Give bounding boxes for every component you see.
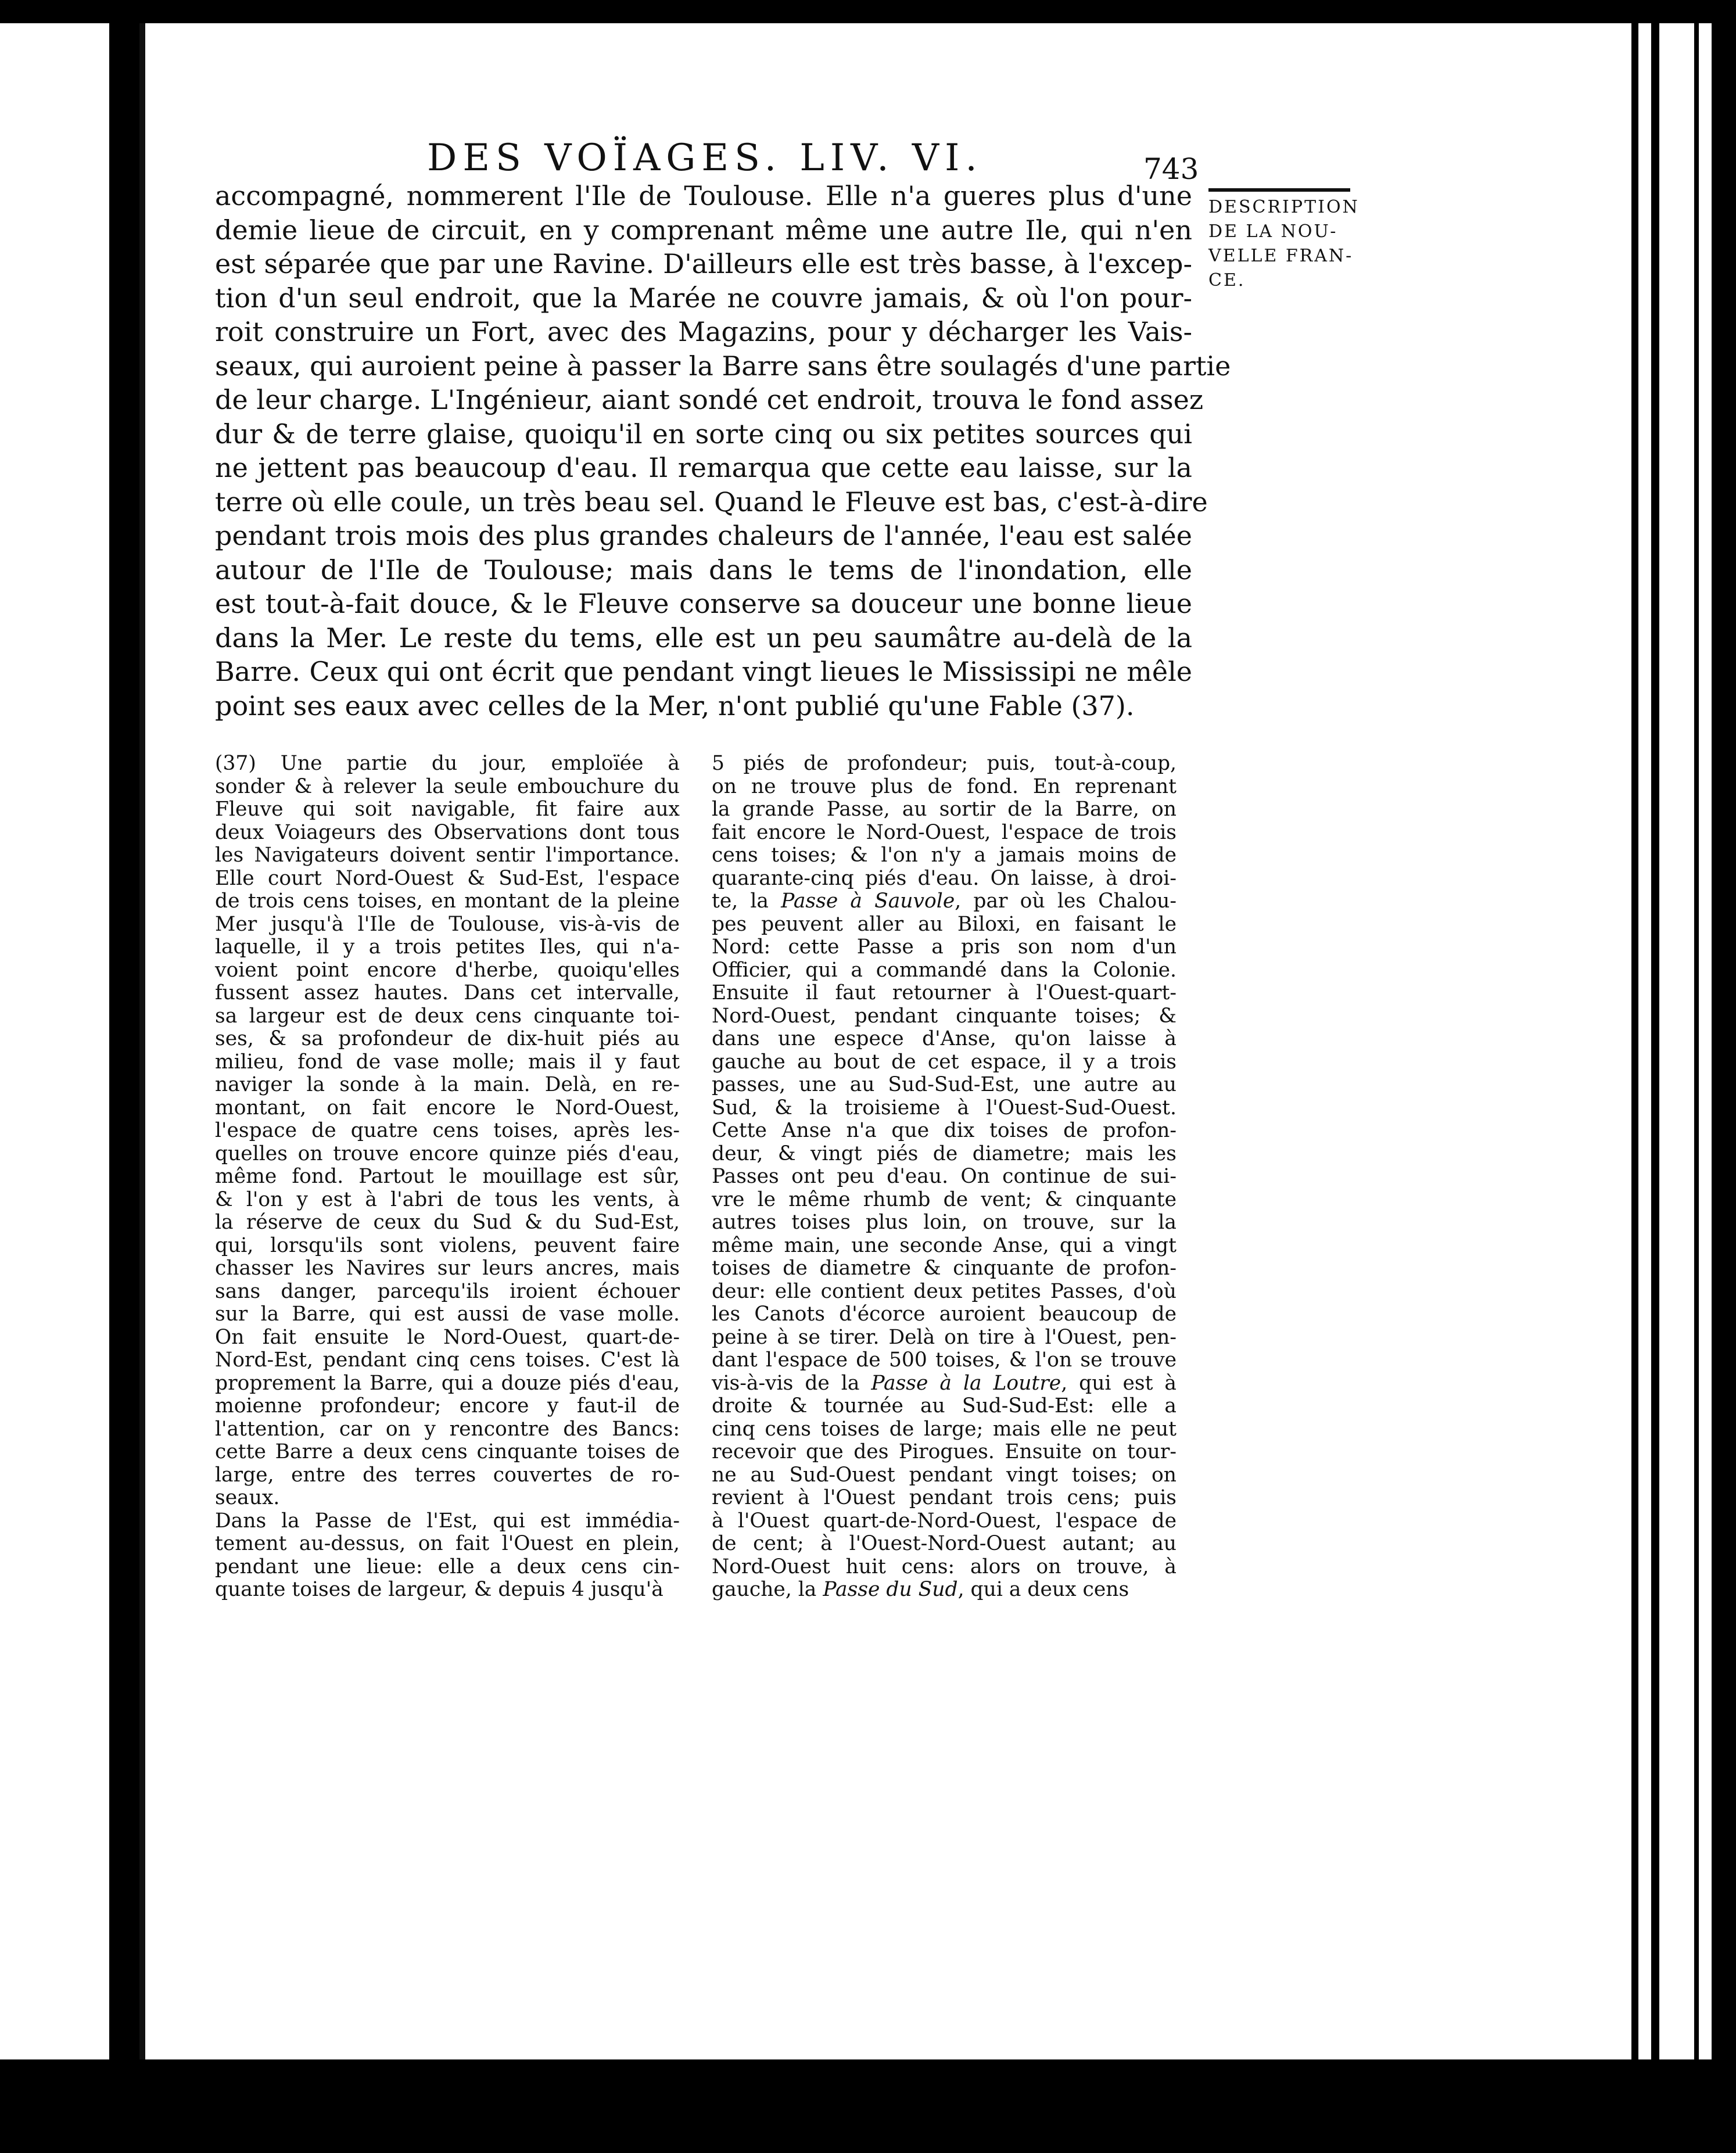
- text-line: terre où elle coule, un très beau sel. Quand le Fleuve est bas, c'est-à-dire: [215, 486, 1208, 518]
- footnote-line: sonder & à relever la seule embouchure du: [215, 774, 680, 798]
- italic-term: Passe à Sauvole: [781, 889, 955, 913]
- footnote-line: toises de diametre & cinquante de profon-: [712, 1257, 1177, 1280]
- italic-term: Passe à la Loutre: [871, 1371, 1061, 1395]
- footnote-line: laquelle, il y a trois petites Iles, qui n'a-: [215, 935, 680, 959]
- footnote-line: large, entre des terres couvertes de ro-: [215, 1463, 680, 1487]
- footnote-line: Passes ont peu d'eau. On continue de sui-: [712, 1165, 1177, 1188]
- footnote-line: quante toises de largeur, & depuis 4 jusqu'à: [215, 1578, 663, 1601]
- footnote-line: Nord-Ouest, pendant cinquante toises; &: [712, 1004, 1177, 1028]
- footnote-line: sur la Barre, qui est aussi de vase molle.: [215, 1302, 680, 1326]
- footnote-line: sans danger, parcequ'ils iroient échouer: [215, 1279, 680, 1303]
- margin-note: [1208, 195, 1360, 293]
- footnote-line: vis-à-vis de la Passe à la Loutre, qui est à: [712, 1371, 1177, 1395]
- page-edge: [1659, 23, 1694, 2059]
- footnote-line: Mer jusqu'à l'Ile de Toulouse, vis-à-vis de: [215, 912, 680, 936]
- footnote-line: Dans la Passe de l'Est, qui est immédia-: [215, 1509, 680, 1533]
- footnote-line: Cette Anse n'a que dix toises de profon-: [712, 1119, 1177, 1142]
- footnote-line: Elle court Nord-Ouest & Sud-Est, l'espace: [215, 866, 680, 890]
- footnote-line: gauche, la Passe du Sud, qui a deux cens: [712, 1578, 1129, 1601]
- margin-note-line: DE LA NOU-: [1208, 221, 1338, 242]
- footnote-line: Nord-Ouest huit cens: alors on trouve, à: [712, 1555, 1177, 1578]
- text-line: point ses eaux avec celles de la Mer, n'ont publié qu'une Fable (37).: [215, 690, 1135, 722]
- footnote-line: ses, & sa profondeur de dix-huit piés au: [215, 1027, 680, 1050]
- footnote-line: cette Barre a deux cens cinquante toises de: [215, 1440, 680, 1463]
- footnote-line: quelles on trouve encore quinze piés d'eau,: [215, 1142, 680, 1165]
- footnote-line: te, la Passe à Sauvole, par où les Chalou-: [712, 889, 1177, 913]
- footnote-line: dant l'espace de 500 toises, & l'on se trouve: [712, 1348, 1177, 1372]
- margin-note-line: VELLE FRAN-: [1208, 246, 1354, 266]
- footnote-line: gauche au bout de cet espace, il y a trois: [712, 1050, 1177, 1074]
- italic-term: Passe du Sud: [823, 1578, 958, 1601]
- main-paragraph: [215, 179, 1231, 723]
- page-edge: [1638, 23, 1651, 2059]
- footnote-line: sa largeur est de deux cens cinquante toi-: [215, 1004, 680, 1028]
- footnote-line: Officier, qui a commandé dans la Colonie.: [712, 958, 1177, 982]
- footnote-line: fussent assez hautes. Dans cet intervalle,: [215, 981, 680, 1004]
- footnote-line: On fait ensuite le Nord-Ouest, quart-de-: [215, 1325, 680, 1349]
- previous-page-edge: [0, 23, 109, 2059]
- footnote-line: recevoir que des Pirogues. Ensuite on tour-: [712, 1440, 1177, 1463]
- footnote-line: Nord: cette Passe a pris son nom d'un: [712, 935, 1177, 959]
- running-title: DES VOÏAGES. LIV. VI.: [427, 137, 983, 180]
- text-line: demie lieue de circuit, en y comprenant même une autre Ile, qui n'en: [215, 214, 1192, 246]
- footnote-line: dans une espece d'Anse, qu'on laisse à: [712, 1027, 1177, 1050]
- footnote-line: seaux.: [215, 1486, 280, 1509]
- footnote-line: tement au-dessus, on fait l'Ouest en plein,: [215, 1532, 680, 1555]
- footnote-line: Fleuve qui soit navigable, fit faire aux: [215, 798, 680, 821]
- page-number: 743: [1143, 152, 1199, 186]
- footnote-right-column: [712, 752, 1177, 1602]
- margin-note-line: CE.: [1208, 270, 1246, 290]
- footnote-line: 5 piés de profondeur; puis, tout-à-coup,: [712, 752, 1177, 775]
- text-line: roit construire un Fort, avec des Magazins, pour y décharger les Vais-: [215, 316, 1192, 347]
- text-line: de leur charge. L'Ingénieur, aiant sondé cet endroit, trouva le fond assez: [215, 384, 1204, 415]
- footnote-line: la grande Passe, au sortir de la Barre, on: [712, 798, 1177, 821]
- text-line: seaux, qui auroient peine à passer la Barre sans être soulagés d'une partie: [215, 350, 1231, 382]
- footnote-line: cens toises; & l'on n'y a jamais moins de: [712, 844, 1177, 867]
- footnote-line: même main, une seconde Anse, qui a vingt: [712, 1233, 1177, 1257]
- footnote-line: revient à l'Ouest pendant trois cens; puis: [712, 1486, 1177, 1509]
- margin-rule: [1208, 188, 1350, 192]
- footnote-line: peine à se tirer. Delà on tire à l'Ouest, pen-: [712, 1325, 1177, 1349]
- footnote-line: droite & tournée au Sud-Sud-Est: elle a: [712, 1394, 1177, 1418]
- footnote-line: Sud, & la troisieme à l'Ouest-Sud-Ouest.: [712, 1096, 1177, 1119]
- footnote-line: deux Voiageurs des Observations dont tous: [215, 820, 680, 844]
- footnote-line: milieu, fond de vase molle; mais il y faut: [215, 1050, 680, 1074]
- footnote-line: (37) Une partie du jour, emploïée à: [215, 752, 680, 775]
- footnote-line: proprement la Barre, qui a douze piés d'eau,: [215, 1371, 680, 1395]
- text-line: Barre. Ceux qui ont écrit que pendant vingt lieues le Mississipi ne mêle: [215, 656, 1192, 687]
- footnote-line: ne au Sud-Ouest pendant vingt toises; on: [712, 1463, 1177, 1487]
- footnote-line: à l'Ouest quart-de-Nord-Ouest, l'espace de: [712, 1509, 1177, 1533]
- footnote-line: les Canots d'écorce auroient beaucoup de: [712, 1302, 1177, 1326]
- footnote-line: fait encore le Nord-Ouest, l'espace de trois: [712, 820, 1177, 844]
- margin-note-line: DESCRIPTION: [1208, 197, 1360, 217]
- footnote-line: quarante-cinq piés d'eau. On laisse, à droi-: [712, 866, 1177, 890]
- footnote-line: voient point encore d'herbe, quoiqu'elles: [215, 958, 680, 982]
- footnote-line: autres toises plus loin, on trouve, sur la: [712, 1211, 1177, 1234]
- footnote-line: la réserve de ceux du Sud & du Sud-Est,: [215, 1211, 680, 1234]
- page-edge: [1615, 23, 1631, 2059]
- footnote-line: deur: elle contient deux petites Passes, d'où: [712, 1279, 1177, 1303]
- footnote-line: on ne trouve plus de fond. En reprenant: [712, 774, 1177, 798]
- footnote-line: Nord-Est, pendant cinq cens toises. C'est là: [215, 1348, 680, 1372]
- footnote-line: de trois cens toises, en montant de la pleine: [215, 889, 680, 913]
- text-line: est séparée que par une Ravine. D'ailleurs elle est très basse, à l'excep-: [215, 248, 1192, 279]
- footnote-line: naviger la sonde à la main. Delà, en re-: [215, 1073, 680, 1096]
- text-line: autour de l'Ile de Toulouse; mais dans le tems de l'inondation, elle: [215, 554, 1192, 586]
- footnote-line: l'attention, car on y rencontre des Bancs:: [215, 1417, 680, 1441]
- footnote-line: moienne profondeur; encore y faut-il de: [215, 1394, 680, 1418]
- footnote-line: les Navigateurs doivent sentir l'importance.: [215, 844, 680, 867]
- footnote-line: pendant une lieue: elle a deux cens cin-: [215, 1555, 680, 1578]
- footnote-line: chasser les Navires sur leurs ancres, mais: [215, 1257, 680, 1280]
- footnote-line: même fond. Partout le mouillage est sûr,: [215, 1165, 680, 1188]
- text-line: dans la Mer. Le reste du tems, elle est un peu saumâtre au-delà de la: [215, 622, 1192, 654]
- footnote-line: l'espace de quatre cens toises, après les-: [215, 1119, 680, 1142]
- text-line: dur & de terre glaise, quoiqu'il en sorte cinq ou six petites sources qui: [215, 418, 1192, 450]
- footnote-line: passes, une au Sud-Sud-Est, une autre au: [712, 1073, 1177, 1096]
- gutter: [139, 23, 145, 2059]
- footnote-line: montant, on fait encore le Nord-Ouest,: [215, 1096, 680, 1119]
- page-edge: [1699, 23, 1712, 2059]
- footnote-line: de cent; à l'Ouest-Nord-Ouest autant; au: [712, 1532, 1177, 1555]
- footnote-line: Ensuite il faut retourner à l'Ouest-quart-: [712, 981, 1177, 1004]
- footnote-line: vre le même rhumb de vent; & cinquante: [712, 1187, 1177, 1211]
- text-line: tion d'un seul endroit, que la Marée ne couvre jamais, & où l'on pour-: [215, 282, 1192, 314]
- text-line: est tout-à-fait douce, & le Fleuve conserve sa douceur une bonne lieue: [215, 588, 1192, 619]
- footnote-line: deur, & vingt piés de diametre; mais les: [712, 1142, 1177, 1165]
- text-line: ne jettent pas beaucoup d'eau. Il remarqua que cette eau laisse, sur la: [215, 452, 1192, 483]
- text-line: accompagné, nommerent l'Ile de Toulouse. Elle n'a gueres plus d'une: [215, 180, 1192, 211]
- text-line: pendant trois mois des plus grandes chaleurs de l'année, l'eau est salée: [215, 520, 1192, 551]
- footnote-line: cinq cens toises de large; mais elle ne peut: [712, 1417, 1177, 1441]
- footnote-line: qui, lorsqu'ils sont violens, peuvent faire: [215, 1233, 680, 1257]
- footnote-line: & l'on y est à l'abri de tous les vents, à: [215, 1187, 680, 1211]
- footnote-line: pes peuvent aller au Biloxi, en faisant le: [712, 912, 1177, 936]
- footnote-left-column: [215, 752, 680, 1602]
